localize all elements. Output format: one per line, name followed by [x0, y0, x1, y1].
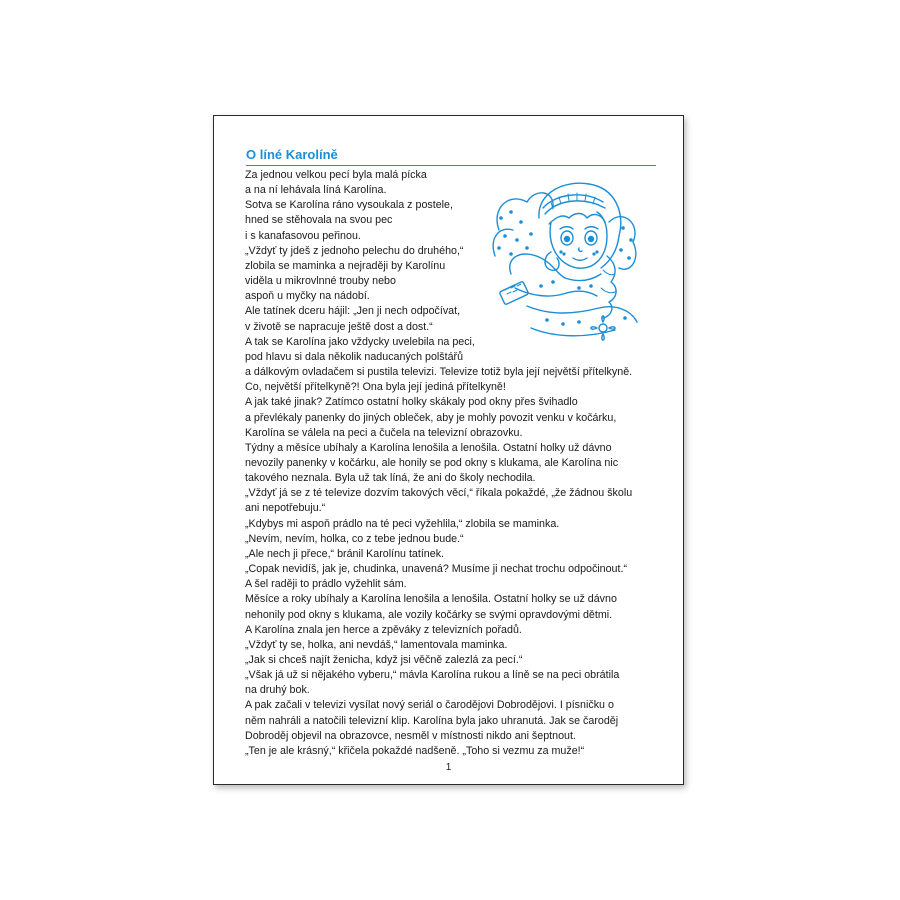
text-line: aspoň u myčky na nádobí. [245, 290, 370, 303]
text-line: hned se stěhovala na svou pec [245, 214, 393, 227]
text-line: „Však já už si nějakého vyberu,“ mávla Karolína rukou a líně se na peci obrátila [245, 669, 620, 682]
text-line: „Copak nevidíš, jak je, chudinka, unavená? Musíme ji nechat trochu odpočinout.“ [245, 563, 627, 576]
text-line: „Vždyť já se z té televize dozvím takových věcí,“ říkala pokaždé, „že žádnou školu [245, 487, 633, 500]
text-line: zlobila se maminka a nejraději by Karolínu [245, 259, 446, 272]
text-line: ani nepotřebuju.“ [245, 502, 326, 515]
girl-on-stove-illustration [491, 178, 641, 350]
text-line: „Kdybys mi aspoň prádlo na té peci vyžehlila,“ zlobila se maminka. [245, 517, 560, 530]
text-line: nevozily panenky v kočárku, ale honily se pod okny s klukama, ale Karolína nic [245, 456, 619, 469]
text-line: Co, největší přítelkyně?! Ona byla její jediná přítelkyně! [245, 381, 506, 394]
text-line: A pak začali v televizi vysílat nový seriál o čarodějovi Dobrodějovi. I písničku o [245, 699, 614, 712]
text-line: „Ten je ale krásný,“ křičela pokaždé nadšeně. „Toho si vezmu za muže!“ [245, 744, 585, 757]
text-line: a dálkovým ovladačem si pustila televizi. Televize totiž byla její největší přítelkyně. [245, 366, 633, 379]
page-number: 1 [445, 762, 452, 773]
text-line: Sotva se Karolína ráno vysoukala z postele, [245, 199, 453, 212]
text-line: „Vždyť ty jdeš z jednoho pelechu do druhého,“ [245, 244, 464, 257]
text-line: „Jak si chceš najít ženicha, když jsi věčně zalezlá za pecí.“ [245, 654, 523, 666]
text-line: Ale tatínek dceru hájil: „Jen ji nech odpočívat, [245, 305, 461, 318]
text-line: Karolína se válela na peci a čučela na televizní obrazovku. [245, 426, 523, 439]
text-line: na druhý bok. [245, 684, 310, 697]
text-line: A tak se Karolína jako vždycky uvelebila na peci, [245, 335, 475, 348]
text-line: Za jednou velkou pecí byla malá pícka [245, 169, 427, 181]
text-line: viděla u mikrovlnné trouby nebo [245, 275, 396, 288]
text-line: „Vždyť ty se, holka, ani nevdáš,“ lamentovala maminka. [245, 638, 508, 651]
text-line: něm nahráli a natočili televizní klip. Karolína byla jako uhranutá. Jak se čaroděj [245, 714, 619, 727]
text-line: „Nevím, nevím, holka, co z tebe jednou bude.“ [245, 532, 464, 545]
title-underline [246, 165, 656, 166]
text-line: Měsíce a roky ubíhaly a Karolína lenošila a lenošila. Ostatní holky se už dávno [245, 593, 617, 606]
text-line: i s kanafasovou peřinou. [245, 229, 361, 242]
text-line: takového neznala. Byla už tak líná, že ani do školy nechodila. [245, 472, 536, 485]
story-title: O líné Karolíně [246, 147, 338, 162]
text-line: nehonily pod okny s klukama, ale vozily kočárky se svými opravdovými dětmi. [245, 608, 613, 621]
document-page [213, 115, 684, 785]
text-line: a na ní lehávala líná Karolína. [245, 184, 387, 197]
text-line: „Ale nech ji přece,“ bránil Karolínu tatínek. [245, 547, 445, 560]
text-line: a převlékaly panenky do jiných obleček, aby je mohly povozit venku v kočárku, [245, 411, 617, 424]
text-line: Dobroděj objevil na obrazovce, nesměl v místnosti nikdo ani šeptnout. [245, 729, 576, 742]
text-line: A jak také jinak? Zatímco ostatní holky skákaly pod okny přes švihadlo [245, 396, 578, 409]
text-line: A Karolína znala jen herce a zpěváky z televizních pořadů. [245, 623, 522, 636]
text-line: pod hlavu si dala několik naducaných polštářů [245, 350, 464, 363]
text-line: v životě se napracuje ještě dost a dost.“ [245, 320, 433, 333]
text-line: A šel raději to prádlo vyžehlit sám. [245, 578, 407, 591]
text-line: Týdny a měsíce ubíhaly a Karolína lenošila a lenošila. Ostatní holky už dávno [245, 441, 612, 454]
